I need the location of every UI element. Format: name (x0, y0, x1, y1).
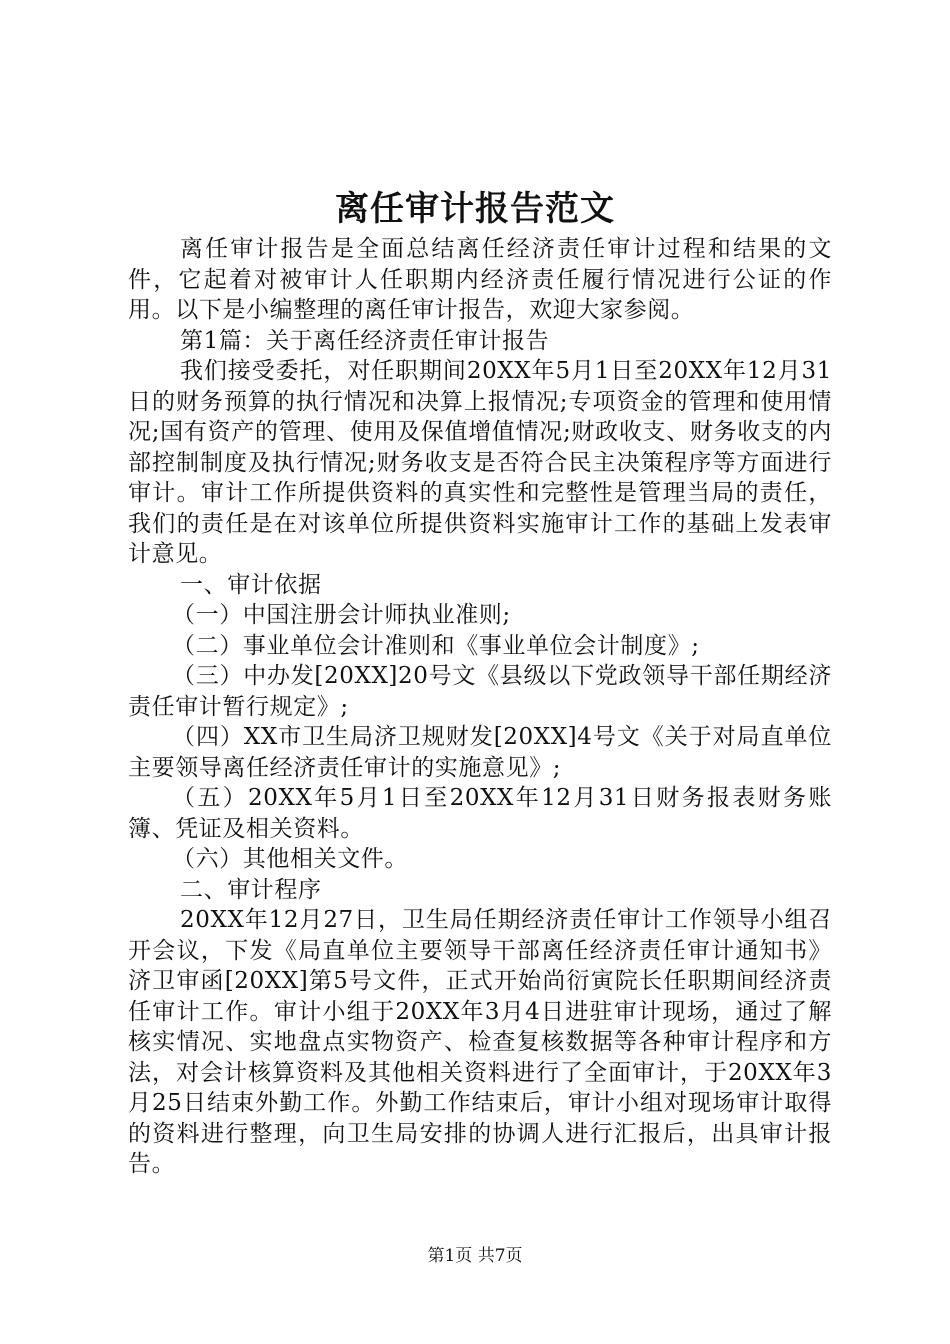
basis-item-2: （二）事业单位会计准则和《事业单位会计制度》; (172, 632, 700, 659)
intro-paragraph: 离任审计报告是全面总结离任经济责任审计过程和结果的文件，它起着对被审计人任职期内经济责任履行情况进行公证的作用。以下是小编整理的离任审计报告，欢迎大家参阅。 (128, 236, 832, 323)
document-title: 离任审计报告范文 (335, 189, 615, 229)
basis-item-4: （四）XX市卫生局济卫规财发[20XX]4号文《关于对局直单位主要领导离任经济责任审计的实施意见》; (128, 724, 832, 781)
basis-item-3: （三）中办发[20XX]20号文《县级以下党政领导干部任期经济责任审计暂行规定》; (128, 663, 832, 720)
document-body (128, 234, 832, 1180)
section-heading-part-1: 第1篇：关于离任经济责任审计报告 (180, 327, 550, 354)
heading-audit-basis: 一、审计依据 (180, 571, 322, 598)
page-indicator: 第1页 共7页 (427, 1246, 523, 1266)
basis-item-5: （五）20XX年5月1日至20XX年12月31日财务报表财务账簿、凭证及相关资料。 (128, 785, 832, 842)
audit-scope-paragraph: 我们接受委托，对任职期间20XX年5月1日至20XX年12月31日的财务预算的执行情况和决算上报情况;专项资金的管理和使用情况;国有资产的管理、使用及保值增值情况;财政收支、财务收支的内部控制制度及执行情况;财务收支是否符合民主决策程序等方面进行审计。审计工作所提供资料的真实性和完整性是管理当局的责任，我们的责任是在对该单位所提供资料实施审计工作的基础上发表审计意见。 (128, 358, 832, 567)
audit-procedure-paragraph: 20XX年12月27日，卫生局任期经济责任审计工作领导小组召开会议，下发《局直单位主要领导干部离任经济责任审计通知书》济卫审函[20XX]第5号文件，正式开始尚衍寅院长任职期间经济责任审计工作。审计小组于20XX年3月4日进驻审计现场，通过了解核实情况、实地盘点实物资产、检查复核数据等各种审计程序和方法，对会计核算资料及其他相关资料进行了全面审计，于20XX年3月25日结束外勤工作。外勤工作结束后，审计小组对现场审计取得的资料进行整理，向卫生局安排的协调人进行汇报后，出具审计报告。 (128, 907, 832, 1177)
basis-item-1: （一）中国注册会计师执业准则; (172, 602, 511, 628)
basis-item-6: （六）其他相关文件。 (172, 846, 408, 872)
heading-audit-procedure: 二、审计程序 (180, 876, 322, 903)
